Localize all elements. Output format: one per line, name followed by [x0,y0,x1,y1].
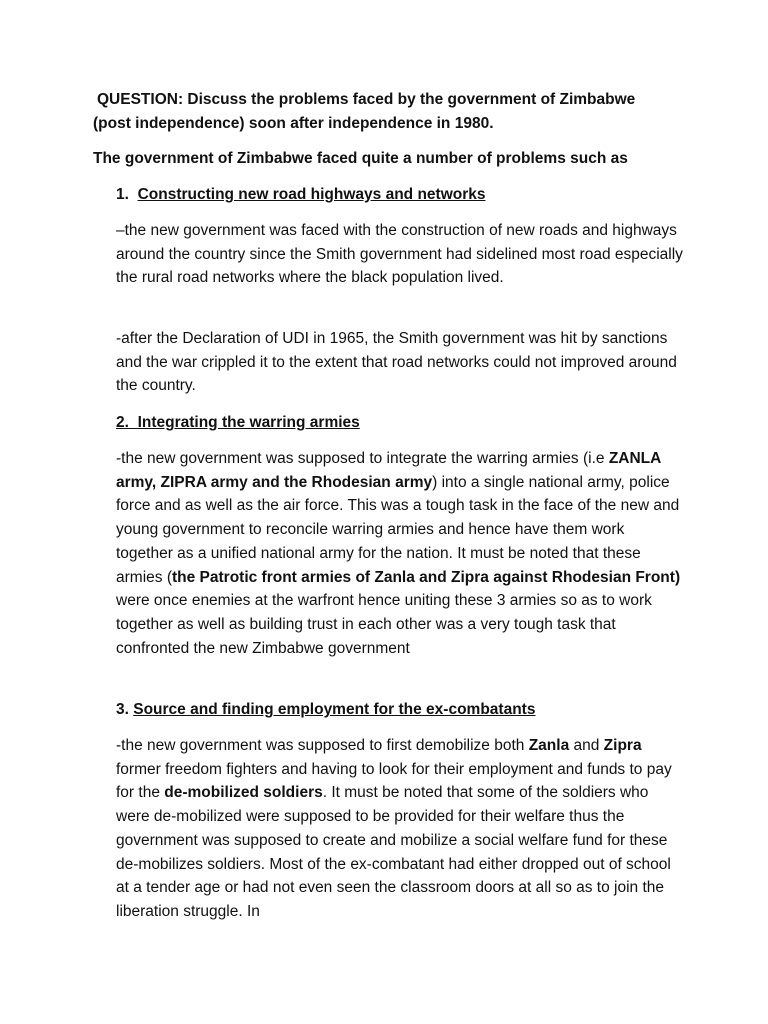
section-1-paragraph-1: –the new government was faced with the construction of new roads and highways around the country since the Smith government had sidelined most road especially the rural road networks where the black population lived. [116,222,683,287]
section-3-zanla-bold: Zanla [528,737,570,754]
section-2-text-a: -the new government was supposed to integrate the warring armies (i.e [116,450,609,467]
section-2-number: 2. [116,414,129,431]
section-3-number: 3. [116,701,129,718]
question-line-1: QUESTION: Discuss the problems faced by the government of Zimbabwe [97,91,636,108]
section-2-paragraph [116,447,684,660]
section-1-paragraph-2: -after the Declaration of UDI in 1965, the Smith government was hit by sanctions and the war crippled it to the extent that road networks could not improved around the country. [116,330,677,395]
section-2-title: Integrating the warring armies [137,414,360,431]
section-3-demobilized-bold: de-mobilized soldiers [164,784,323,802]
intro-statement: The government of Zimbabwe faced quite a number of problems such as [93,150,628,167]
section-3-heading [116,698,535,722]
section-3-text-b: and [569,737,604,754]
section-2-patriotic-front-bold: the Patrotic front armies of Zanla and Zipra against Rhodesian Front) [171,568,681,586]
section-3-text-c: former freedom fighters and having to look for their employment and funds to pay for the [116,760,672,802]
section-1-title: Constructing new road highways and networks [137,186,486,203]
question-heading [93,88,693,136]
section-2-text-c: were once enemies at the warfront hence uniting these 3 armies so as to work together as well as building trust in each other was a very tough task that confronted the new Zimbabwe government [116,592,652,657]
section-3-title: Source and finding employment for the ex-combatants [133,701,536,718]
section-3-zipra-bold: Zipra [603,737,642,754]
section-3-paragraph [116,734,684,924]
section-1-heading [116,183,486,207]
section-3-text-a: -the new government was supposed to first demobilize both [116,737,529,754]
section-2-text-b: ) into a single national army, police force and as well as the air force. This was a tough task in the face of the new and young government to reconcile warring armies and hence have them work together as a unified national army for the nation. It must be noted that these armies ( [116,473,680,586]
section-3-text-d: . It must be noted that some of the soldiers who were de-mobilized were supposed to be provided for their welfare thus the government was supposed to create and mobilize a social welfare fund for these de-mobilizes soldiers. Most of the ex-combatant had either dropped out of school at a tender age or had not even seen the classroom doors at all so as to join the liberation struggle. In [116,784,671,920]
section-2-heading [116,411,360,435]
section-2-armies-bold: ZANLA army, ZIPRA army and the Rhodesian army [116,450,661,491]
section-1-number: 1. [116,186,129,203]
question-line-2: (post independence) soon after independence in 1980. [93,115,494,132]
